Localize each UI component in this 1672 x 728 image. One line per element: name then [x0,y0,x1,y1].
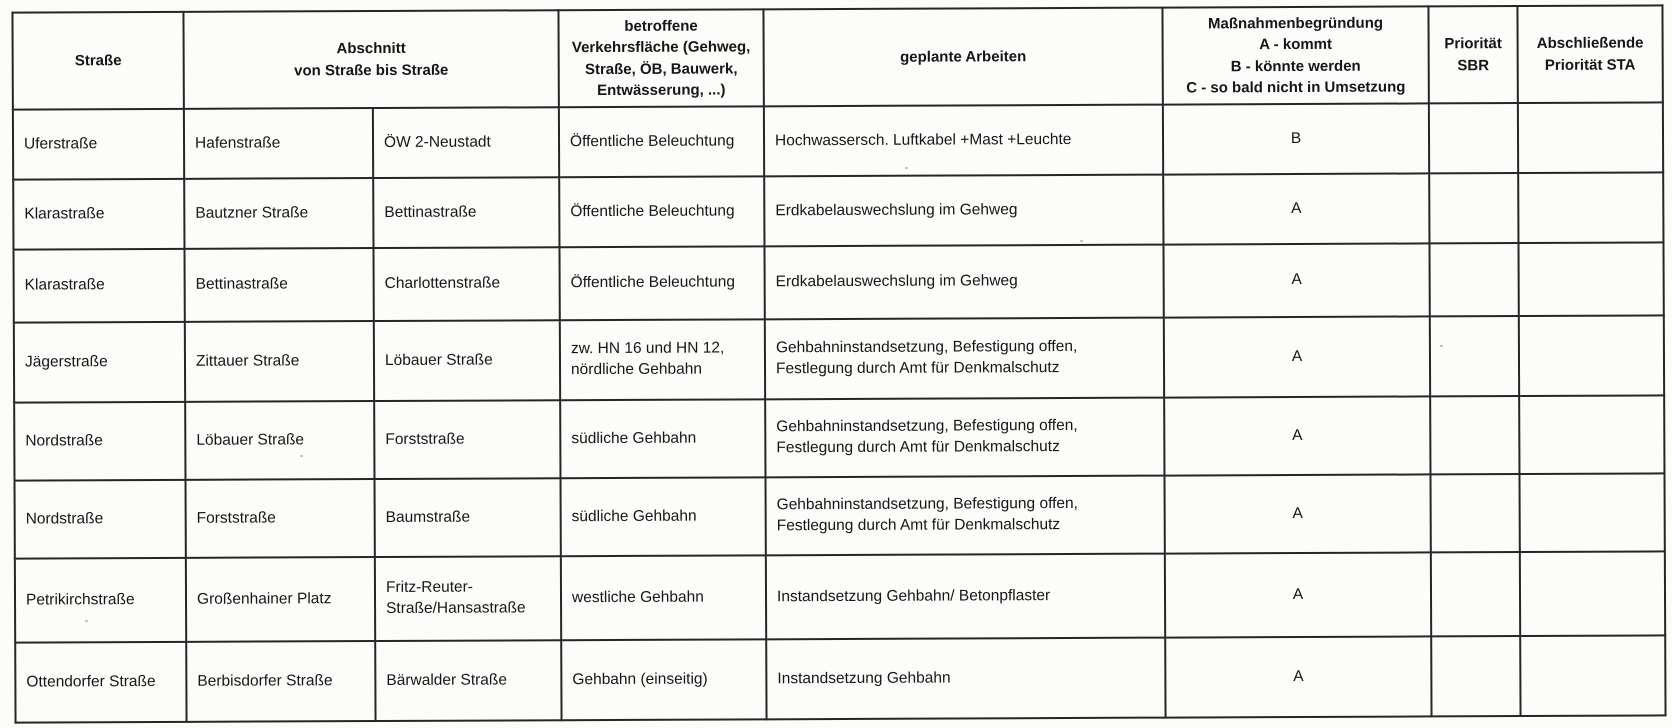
header-row [12,5,1662,109]
cell-prioritaet-sta [1520,635,1665,716]
header-abschnitt: Abschnitt von Straße bis Straße [183,10,558,109]
cell-von-strasse: Bautzner Straße [184,178,373,249]
cell-strasse: Nordstraße [15,480,186,559]
cell-massnahmenbegruendung: A [1163,173,1429,244]
cell-geplante-arbeiten: Erdkabelauswechslung im Gehweg [764,245,1163,320]
cell-verkehrsflaeche: südliche Gehbahn [560,477,765,556]
cell-geplante-arbeiten: Gehbahninstandsetzung, Befestigung offen, Festlegung durch Amt für Denkmalschutz [765,398,1164,478]
cell-bis-strasse: Löbauer Straße [374,320,560,401]
header-prioritaet-sta: Abschließende Priorität STA [1517,5,1662,103]
cell-prioritaet-sbr [1430,474,1519,552]
table-row [15,473,1665,558]
cell-strasse: Nordstraße [14,402,185,481]
header-prioritaet-sbr: Priorität SBR [1428,6,1517,103]
cell-verkehrsflaeche: zw. HN 16 und HN 12, nördliche Gehbahn [560,319,765,400]
cell-massnahmenbegruendung: B [1163,103,1429,174]
cell-prioritaet-sbr [1430,396,1519,474]
cell-strasse: Klarastraße [13,179,184,250]
cell-verkehrsflaeche: westliche Gehbahn [561,555,766,640]
cell-geplante-arbeiten: Instandsetzung Gehbahn [766,638,1165,720]
cell-bis-strasse: Fritz-Reuter-Straße/Hansastraße [375,556,561,641]
table-row [14,315,1664,402]
cell-prioritaet-sta [1519,315,1664,396]
cell-prioritaet-sta [1518,102,1663,173]
cell-strasse: Klarastraße [13,249,184,323]
table-row [15,635,1665,722]
cell-geplante-arbeiten: Gehbahninstandsetzung, Befestigung offen, Festlegung durch Amt für Denkmalschutz [765,476,1164,556]
cell-von-strasse: Großenhainer Platz [186,557,375,642]
cell-massnahmenbegruendung: A [1164,396,1430,475]
cell-bis-strasse: Charlottenstraße [373,247,559,321]
cell-verkehrsflaeche: Öffentliche Beleuchtung [559,106,764,177]
cell-verkehrsflaeche: südliche Gehbahn [560,399,765,478]
cell-prioritaet-sta [1520,551,1665,636]
cell-verkehrsflaeche: Öffentliche Beleuchtung [559,176,764,247]
cell-prioritaet-sbr [1429,243,1518,316]
cell-strasse: Petrikirchstraße [15,558,186,643]
cell-geplante-arbeiten: Instandsetzung Gehbahn/ Betonpflaster [766,554,1165,640]
cell-prioritaet-sbr [1429,173,1518,243]
cell-verkehrsflaeche: Öffentliche Beleuchtung [559,246,764,320]
cell-von-strasse: Berbisdorfer Straße [186,641,375,722]
cell-massnahmenbegruendung: A [1164,474,1430,553]
header-geplante-arbeiten: geplante Arbeiten [763,8,1162,107]
cell-bis-strasse: ÖW 2-Neustadt [373,107,559,178]
table-row [14,395,1664,480]
cell-bis-strasse: Bärwalder Straße [375,640,561,721]
cell-von-strasse: Hafenstraße [184,108,373,179]
cell-prioritaet-sta [1518,242,1663,316]
cell-bis-strasse: Baumstraße [374,478,560,557]
header-massnahmenbegruendung: Maßnahmenbegründung A - kommt B - könnte werden C - so bald nicht in Umsetzung [1162,6,1428,104]
cell-massnahmenbegruendung: A [1164,316,1430,397]
cell-strasse: Ottendorfer Straße [15,642,186,723]
cell-prioritaet-sta [1518,172,1663,243]
cell-geplante-arbeiten: Erdkabelauswechslung im Gehweg [764,175,1163,247]
cell-strasse: Uferstraße [13,109,184,180]
street-maintenance-table [11,4,1666,723]
cell-prioritaet-sta [1519,473,1664,552]
cell-bis-strasse: Bettinastraße [373,177,559,248]
cell-von-strasse: Bettinastraße [184,248,373,322]
header-verkehrsflaeche: betroffene Verkehrsfläche (Gehweg, Straße, ÖB, Bauwerk, Entwässerung, ...) [558,9,763,107]
cell-prioritaet-sbr [1431,636,1520,716]
cell-prioritaet-sbr [1429,103,1518,173]
cell-massnahmenbegruendung: A [1163,243,1429,317]
cell-geplante-arbeiten: Hochwassersch. Luftkabel +Mast +Leuchte [764,105,1163,177]
cell-von-strasse: Zittauer Straße [185,321,374,402]
header-strasse: Straße [12,12,183,110]
cell-verkehrsflaeche: Gehbahn (einseitig) [561,639,766,720]
cell-bis-strasse: Forststraße [374,400,560,479]
cell-prioritaet-sbr [1431,552,1520,636]
cell-strasse: Jägerstraße [14,322,185,403]
cell-von-strasse: Forststraße [185,479,374,558]
cell-prioritaet-sbr [1430,316,1519,396]
table-row [13,102,1663,179]
table-row [13,242,1663,322]
table-row [13,172,1663,249]
cell-von-strasse: Löbauer Straße [185,401,374,480]
cell-prioritaet-sta [1519,395,1664,474]
cell-massnahmenbegruendung: A [1165,636,1431,717]
cell-geplante-arbeiten: Gehbahninstandsetzung, Befestigung offen, Festlegung durch Amt für Denkmalschutz [765,318,1164,400]
cell-massnahmenbegruendung: A [1165,552,1431,637]
table-row [15,551,1665,642]
